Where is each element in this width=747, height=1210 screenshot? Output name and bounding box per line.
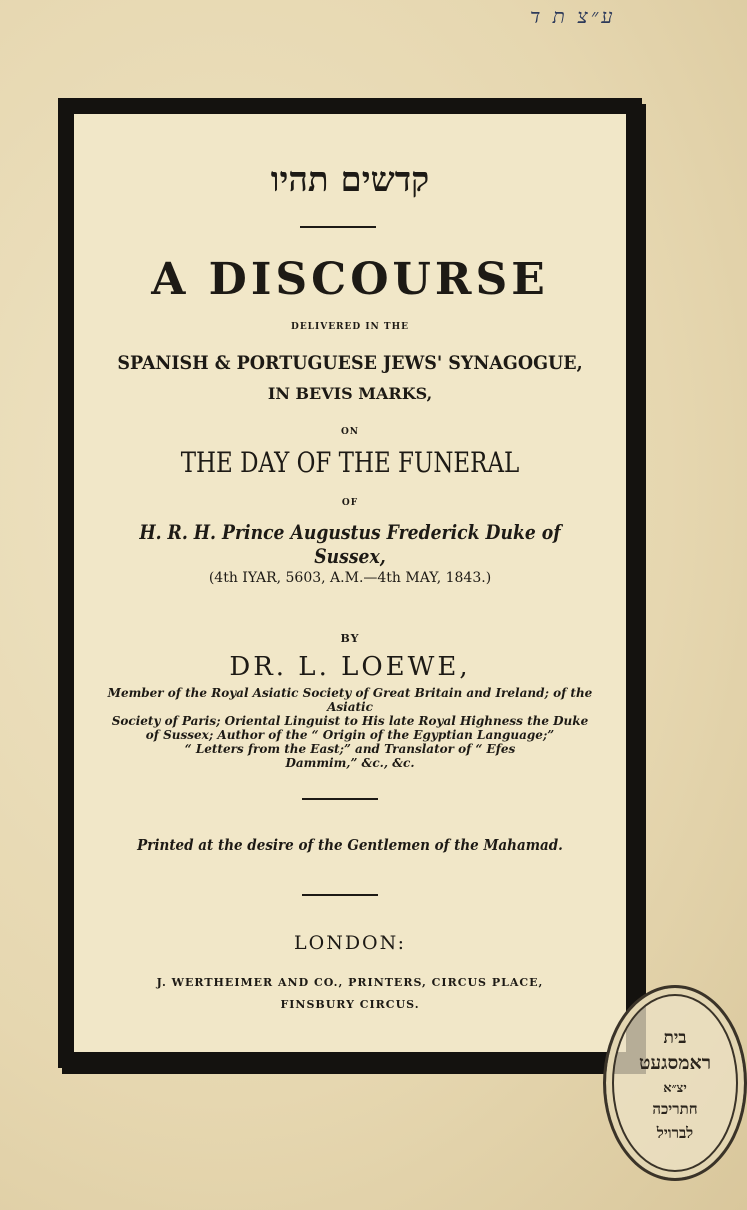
stamp-line-4: חתריכה	[652, 1100, 698, 1118]
by-line: BY	[340, 632, 360, 645]
of-line: OF	[341, 498, 359, 508]
main-title: A DISCOURSE	[151, 254, 549, 305]
shelfmark-annotation: ע״צ ת ד	[530, 4, 616, 28]
stamp-line-3: יצ״א	[663, 1081, 687, 1096]
printed-note: Printed at the desire of the Gentlemen of the Mahamad.	[137, 836, 563, 854]
imprint-city: LONDON:	[294, 932, 406, 954]
title-page-border	[58, 98, 642, 1068]
author-credentials	[100, 686, 600, 770]
stamp-line-1: בית	[663, 1028, 687, 1048]
occasion-line: THE DAY OF THE FUNERAL	[180, 446, 520, 479]
credential-line: Society of Paris; Oriental Linguist to His late Royal Highness the Duke	[111, 714, 589, 728]
stamp-line-2: ראמסגעט	[638, 1052, 712, 1074]
date-line: (4th IYAR, 5603, A.M.—4th MAY, 1843.)	[208, 570, 492, 586]
synagogue-name: SPANISH & PORTUGUESE JEWS' SYNAGOGUE,	[117, 352, 583, 374]
title-page	[74, 114, 626, 1052]
credential-line: “ Letters from the East;” and Translator of “ Efes	[184, 742, 516, 756]
stamp-line-5: לברויל	[656, 1124, 694, 1142]
on-line: ON	[340, 427, 360, 437]
credential-line: Dammim,” &c., &c.	[285, 756, 415, 770]
rule-middle	[302, 798, 378, 800]
rule-lower	[302, 894, 378, 896]
credential-line: of Sussex; Author of the “ Origin of the Egyptian Language;”	[145, 728, 555, 742]
printer-line-2: FINSBURY CIRCUS.	[280, 998, 420, 1011]
hebrew-motto: קדשים תהיו	[270, 160, 430, 200]
author-name: DR. L. LOEWE,	[229, 652, 471, 682]
honoree-line: H. R. H. Prince Augustus Frederick Duke of Sussex,	[139, 520, 561, 568]
rule-top	[300, 226, 376, 228]
location-line: IN BEVIS MARKS,	[267, 384, 433, 403]
credential-line: Member of the Royal Asiatic Society of Great Britain and Ireland; of the Asiatic	[107, 686, 593, 714]
delivered-line: DELIVERED IN THE	[291, 322, 409, 332]
library-stamp	[603, 985, 747, 1181]
printer-line-1: J. WERTHEIMER AND CO., PRINTERS, CIRCUS PLACE,	[156, 976, 544, 989]
